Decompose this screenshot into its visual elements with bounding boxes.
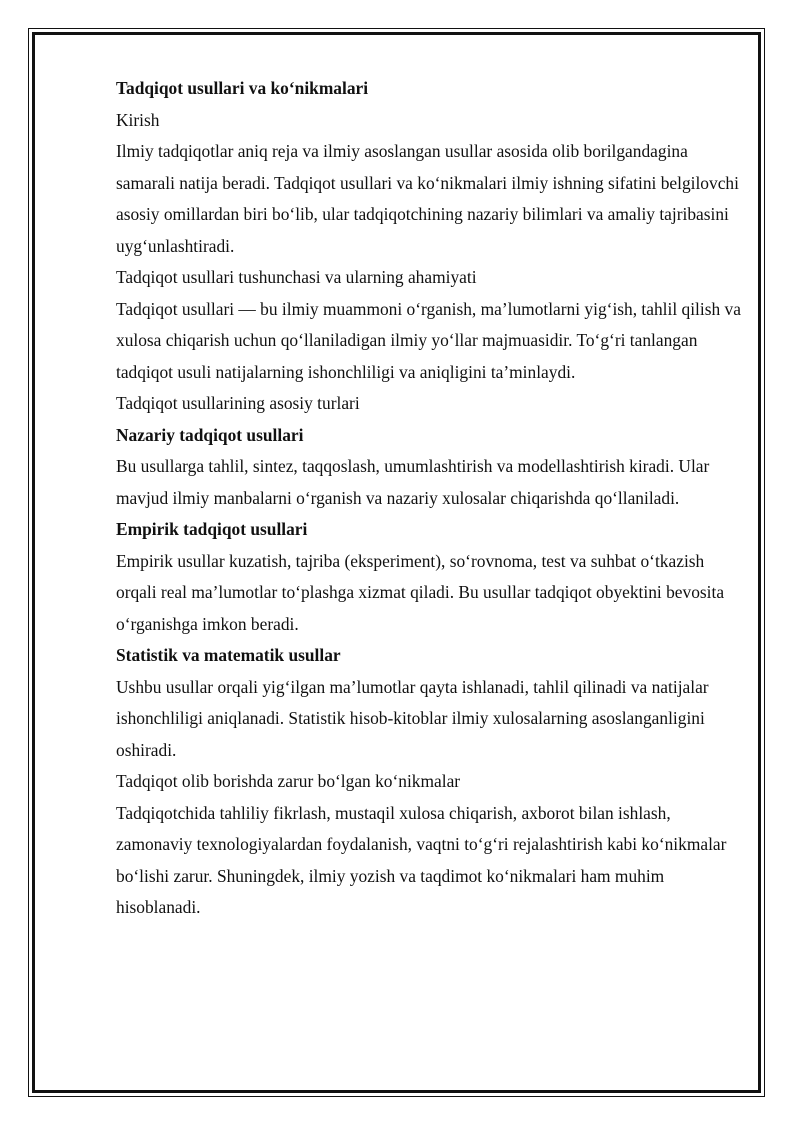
statistical-methods-heading: Statistik va matematik usullar xyxy=(116,645,341,665)
concept-paragraph: Tadqiqot usullari — bu ilmiy muammoni o‘rganish, ma’lumotlarni yig‘ish, tahlil qilish va xulosa chiqarish uchun qo‘llaniladigan ilmiy yo‘llar majmuasidir. To‘g‘ri tanlangan tadqiqot usuli natijalarning ishonchliligi va aniqligini ta’minlaydi. xyxy=(116,298,741,382)
document-title: Tadqiqot usullari va ko‘nikmalari xyxy=(116,78,369,98)
intro-heading: Kirish xyxy=(116,109,160,130)
intro-paragraph: Ilmiy tadqiqotlar aniq reja va ilmiy asoslangan usullar asosida olib borilgandagina samarali natija beradi. Tadqiqot usullari va ko‘nikmalari ilmiy ishning sifatini belgilovchi asosiy omillardan biri bo‘lib, ular tadqiqotchining nazariy bilimlari va amaliy tajribasini uyg‘unlashtiradi. xyxy=(116,141,739,256)
empirical-methods-paragraph: Empirik usullar kuzatish, tajriba (eksperiment), so‘rovnoma, test va suhbat o‘tkazish orqali real ma’lumotlar to‘plashga xizmat qiladi. Bu usullar tadqiqot obyektini bevosita o‘rganishga imkon beradi. xyxy=(116,550,725,634)
theoretical-methods-paragraph: Bu usullarga tahlil, sintez, taqqoslash, umumlashtirish va modellashtirish kiradi. Ular mavjud ilmiy manbalarni o‘rganish va nazariy xulosalar chiqarishda qo‘llaniladi. xyxy=(116,456,710,508)
skills-heading: Tadqiqot olib borishda zarur bo‘lgan ko‘nikmalar xyxy=(116,771,461,791)
statistical-methods-paragraph: Ushbu usullar orqali yig‘ilgan ma’lumotlar qayta ishlanadi, tahlil qilinadi va natijalar ishonchliligi aniqlanadi. Statistik hisob-kitoblar ilmiy xulosalarning asoslanganligini oshiradi. xyxy=(116,676,709,760)
theoretical-methods-heading: Nazariy tadqiqot usullari xyxy=(116,424,304,445)
types-heading: Tadqiqot usullarining asosiy turlari xyxy=(116,393,360,413)
empirical-methods-heading: Empirik tadqiqot usullari xyxy=(116,519,308,539)
concept-heading: Tadqiqot usullari tushunchasi va ularning ahamiyati xyxy=(116,267,477,287)
skills-paragraph: Tadqiqotchida tahliliy fikrlash, mustaqil xulosa chiqarish, axborot bilan ishlash, zamonaviy texnologiyalardan foydalanish, vaqtni to‘g‘ri rejalashtirish kabi ko‘nikmalar bo‘lishi zarur. Shuningdek, ilmiy yozish va taqdimot ko‘nikmalari ham muhim hisoblanadi. xyxy=(116,802,727,917)
document-body xyxy=(116,73,746,924)
